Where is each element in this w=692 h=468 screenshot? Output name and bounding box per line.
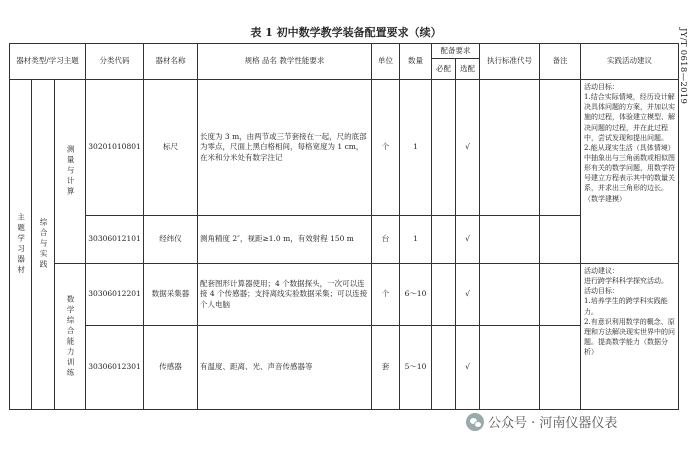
row1-unit: 个 (372, 80, 400, 216)
row3-spec: 配套图形计算器使用；4 个数据探头，一次可以连接 4 个传感器；支持离线实验数据采集；可以连接个人电脑 (198, 264, 372, 326)
header-optional: 选配 (456, 59, 480, 80)
row3-unit: 个 (372, 264, 400, 326)
row2-qty: 1 (400, 216, 432, 264)
row1-std (480, 80, 540, 216)
header-activity: 实践活动建议 (581, 44, 679, 80)
row3-name: 数据采集器 (144, 264, 198, 326)
header-unit: 单位 (372, 44, 400, 80)
row1-required (432, 80, 456, 216)
watermark (466, 412, 617, 431)
group-comprehensive: 综合与实践 (32, 80, 55, 410)
row1-qty: 1 (400, 80, 432, 216)
row4-std (480, 326, 540, 410)
header-required: 必配 (432, 59, 456, 80)
row3-note (540, 264, 581, 326)
row1-code: 30201010801 (86, 80, 144, 216)
header-std-code: 执行标准代号 (480, 44, 540, 80)
row4-note (540, 326, 581, 410)
group-theme: 主题学习器材 (10, 80, 32, 410)
row1-optional: √ (456, 80, 480, 216)
row3-optional: √ (456, 264, 480, 326)
table-title: 表 1 初中数学教学装备配置要求（续） (250, 26, 442, 39)
header-note: 备注 (540, 44, 581, 80)
row3-code: 30306012201 (86, 264, 144, 326)
wechat-icon (466, 413, 484, 431)
header-code: 分类代码 (86, 44, 144, 80)
watermark-text: 公众号 · 河南仪器仪表 (488, 416, 618, 431)
row1-spec: 长度为 3 m，由两节或三节套接在一起，尺的底部为零点，尺面上黑白格相间，每格宽度为 1 cm，在米和分米处有数字注记 (198, 80, 372, 216)
row4-qty: 5～10 (400, 326, 432, 410)
row3-qty: 6～10 (400, 264, 432, 326)
row1-name: 标尺 (144, 80, 198, 216)
row4-unit: 套 (372, 326, 400, 410)
row4-name: 传感器 (144, 326, 198, 410)
header-qty: 数量 (400, 44, 432, 80)
activity-measure: 活动目标： 1.结合实际情境，经历设计解决具体问题的方案，并加以实施的过程，体验建立模型、解决问题的过程，并在此过程中，尝试发现和提出问题。 2.能从现实生活（具体情境）中抽象出与三角函数或相似图形有关的数学问题，用数学符号建立方程表示其中的数量关系，并求出三角形的边长。（数学建模） (581, 80, 679, 264)
header-config: 配备要求 (432, 44, 480, 59)
row4-required (432, 326, 456, 410)
group-measure: 测量与计算 (55, 80, 86, 264)
activity-digital: 活动建议： 进行跨学科科学探究活动。 活动目标： 1.培养学生的跨学科实践能力。 2.有意识利用数学的概念、原理和方法解决现实世界中的问题。提高数学能力（数据分析） (581, 264, 679, 410)
row3-std (480, 264, 540, 326)
group-digital: 数学综合能力训练 (55, 264, 86, 410)
row4-spec: 有温度、距离、光、声音传感器等 (198, 326, 372, 410)
header-spec: 规格 品名 教学性能要求 (198, 44, 372, 80)
header-type-topic: 器材类型/学习主题 (10, 44, 86, 80)
row1-note (540, 80, 581, 216)
row4-code: 30306012301 (86, 326, 144, 410)
row2-name: 经纬仪 (144, 216, 198, 264)
header-name: 器材名称 (144, 44, 198, 80)
row2-unit: 台 (372, 216, 400, 264)
row2-optional: √ (456, 216, 480, 264)
equipment-table (9, 43, 679, 410)
row2-spec: 测角精度 2″，视距≥1.0 m，有效射程 150 m (198, 216, 372, 264)
row2-std (480, 216, 540, 264)
row2-code: 30306012101 (86, 216, 144, 264)
row4-optional: √ (456, 326, 480, 410)
standard-code: JY/T 0618—2019 (678, 28, 688, 105)
row2-required (432, 216, 456, 264)
row2-note (540, 216, 581, 264)
row3-required (432, 264, 456, 326)
